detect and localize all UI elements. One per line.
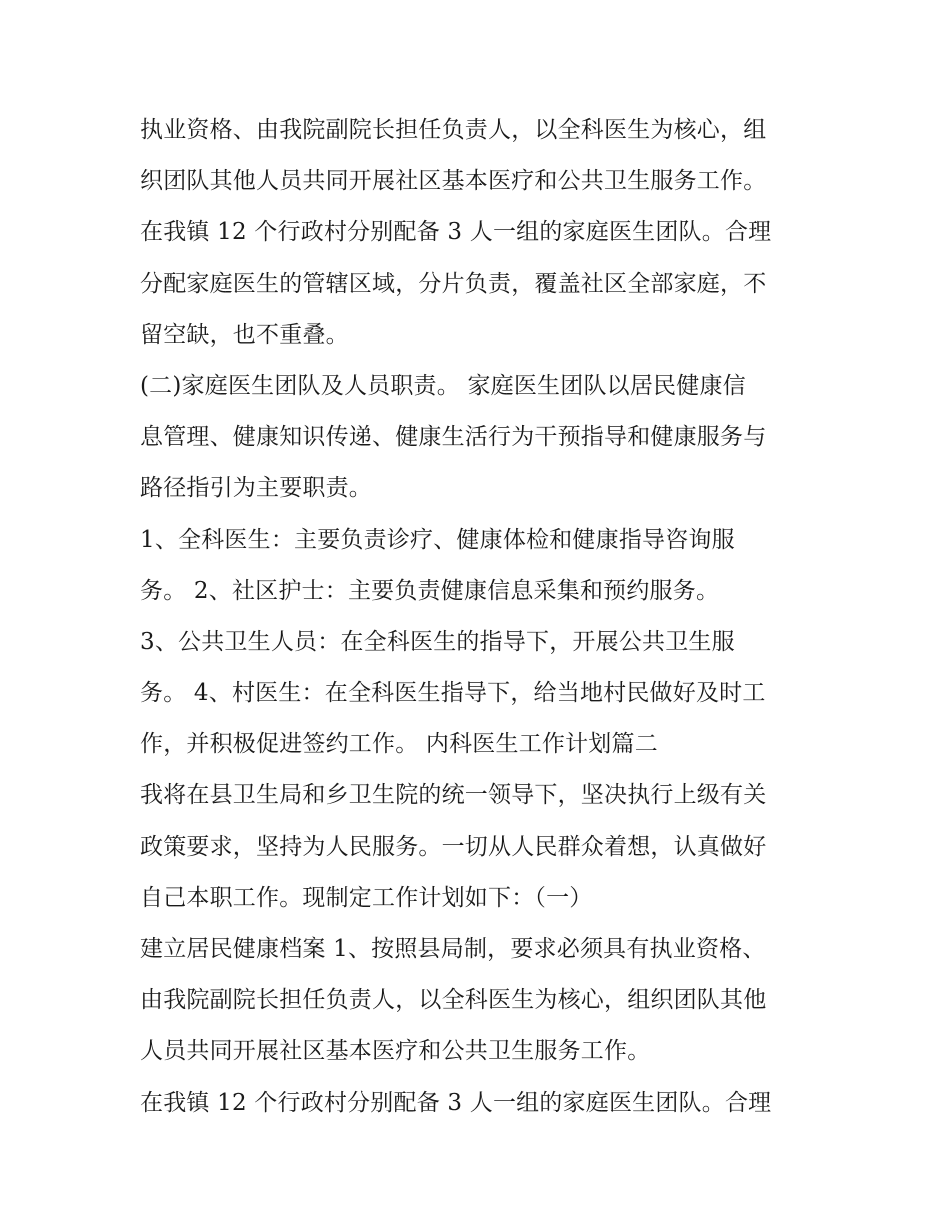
text-line-3: 在我镇 12 个行政村分别配备 3 人一组的家庭医生团队。合理: [140, 219, 772, 246]
text-line-5: 留空缺，也不重叠。: [140, 321, 349, 348]
text-line-13: 作，并积极促进签约工作。 内科医生工作计划篇二: [140, 731, 658, 758]
text-line-18: 由我院副院长担任负责人，以全科医生为核心，组织团队其他: [140, 987, 767, 1014]
text-line-12: 务。 4、村医生：在全科医生指导下，给当地村民做好及时工: [140, 680, 766, 707]
text-line-2: 织团队其他人员共同开展社区基本医疗和公共卫生服务工作。: [140, 168, 767, 195]
text-line-4: 分配家庭医生的管辖区域，分片负责，覆盖社区全部家庭，不: [140, 270, 767, 297]
text-line-1: 执业资格、由我院副院长担任负责人，以全科医生为核心，组: [140, 117, 767, 143]
text-line-19: 人员共同开展社区基本医疗和公共卫生服务工作。: [140, 1038, 651, 1065]
text-line-14: 我将在县卫生局和乡卫生院的统一领导下，坚决执行上级有关: [140, 782, 767, 809]
text-line-7: 息管理、健康知识传递、健康生活行为干预指导和健康服务与: [140, 424, 767, 451]
text-line-16: 自己本职工作。现制定工作计划如下：（一）: [140, 884, 593, 911]
text-line-10: 务。 2、社区护士：主要负责健康信息采集和预约服务。: [140, 577, 720, 604]
text-line-8: 路径指引为主要职责。: [140, 475, 372, 502]
text-line-20: 在我镇 12 个行政村分别配备 3 人一组的家庭医生团队。合理: [140, 1089, 772, 1116]
text-line-17: 建立居民健康档案 1、按照县局制，要求必须具有执业资格、: [140, 936, 766, 962]
body-text: [140, 105, 830, 1129]
text-line-6: (二)家庭医生团队及人员职责。 家庭医生团队以居民健康信: [140, 372, 746, 399]
text-line-15: 政策要求，坚持为人民服务。一切从人民群众着想，认真做好: [140, 833, 767, 860]
text-line-11: 3、公共卫生人员：在全科医生的指导下，开展公共卫生服: [140, 628, 735, 655]
text-line-9: 1、全科医生：主要负责诊疗、健康体检和健康指导咨询服: [140, 526, 735, 553]
